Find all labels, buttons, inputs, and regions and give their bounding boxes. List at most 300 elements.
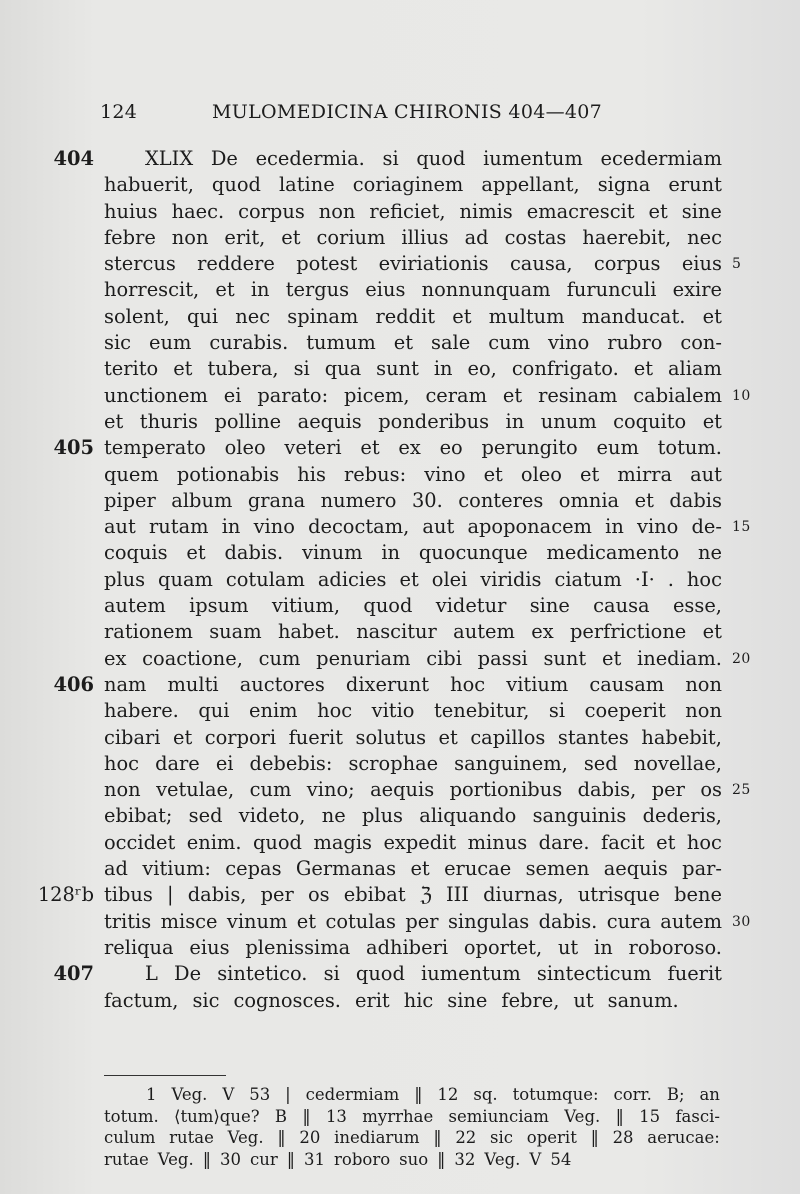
- line-word: nec: [687, 225, 722, 249]
- line-word: con-: [680, 331, 722, 355]
- line-word: nam: [104, 672, 147, 696]
- footnote-word: ⟨tum⟩que?: [174, 1106, 260, 1126]
- footnotes: [104, 1084, 720, 1170]
- text-line: [0, 146, 800, 172]
- footnote-word: 20: [299, 1128, 321, 1147]
- text-line: [0, 330, 800, 356]
- line-word: et: [580, 462, 600, 486]
- line-word: dabis: [669, 488, 722, 512]
- text-line: [0, 435, 800, 461]
- line-text: [104, 803, 722, 829]
- line-text: [104, 356, 722, 382]
- line-word: ei: [223, 383, 242, 407]
- line-word: coriaginem: [352, 173, 464, 197]
- line-word: hoc: [104, 751, 140, 775]
- line-word: iumentum: [483, 147, 583, 170]
- line-word: aliquando: [419, 804, 517, 828]
- line-word: horrescit,: [104, 278, 200, 302]
- line-word: |: [167, 883, 174, 907]
- line-word: coeperit: [584, 699, 666, 723]
- line-word: dabis,: [187, 883, 247, 907]
- line-text: [104, 409, 722, 435]
- footnote-word: |: [285, 1085, 291, 1104]
- line-word: ceram: [425, 383, 487, 407]
- line-word: os: [700, 778, 722, 802]
- line-word: erit: [354, 988, 390, 1012]
- line-text: [145, 146, 722, 172]
- line-word: viridis: [480, 567, 542, 591]
- line-word: suam: [209, 620, 262, 644]
- line-text: [104, 225, 722, 251]
- line-word: eius: [681, 252, 722, 276]
- line-word: cura: [606, 909, 651, 933]
- line-word: autem: [660, 909, 722, 933]
- footnote-word: sq.: [473, 1085, 498, 1104]
- line-text: [104, 751, 722, 777]
- line-text: [104, 567, 722, 593]
- line-word: dabis.: [538, 909, 598, 933]
- line-word: signa: [597, 173, 651, 197]
- line-word: emacrescit: [526, 199, 635, 223]
- line-word: sale: [431, 331, 471, 355]
- line-word: passi: [477, 646, 528, 670]
- line-word: non: [104, 778, 141, 802]
- footnote-word: Veg.: [157, 1149, 194, 1169]
- footnote-word: fasci-: [675, 1106, 720, 1126]
- line-word: confrigato.: [511, 357, 619, 381]
- line-word: nec: [235, 304, 271, 328]
- line-word: solent,: [104, 304, 170, 328]
- footnote-word: ‖: [433, 1128, 442, 1147]
- text-line: [0, 488, 800, 514]
- line-word: sintecticum: [536, 962, 652, 986]
- footnote-word: corr.: [613, 1085, 652, 1104]
- line-word: L: [145, 962, 158, 986]
- line-word: potest: [296, 252, 358, 276]
- line-word: et: [393, 331, 414, 355]
- line-word: huius: [104, 199, 158, 223]
- footnote-word: ‖: [302, 1106, 311, 1126]
- line-word: 30.: [411, 488, 443, 512]
- text-line: [0, 803, 800, 829]
- line-word: spinam: [287, 304, 359, 328]
- line-word: et: [648, 199, 668, 223]
- line-word: quem: [104, 462, 159, 486]
- line-word: causam: [589, 672, 665, 696]
- footnote-word: culum: [104, 1128, 156, 1147]
- line-word: aut: [422, 515, 455, 539]
- line-word: in: [433, 357, 453, 381]
- line-word: et: [438, 725, 458, 749]
- line-word: illius: [401, 225, 449, 249]
- line-text: [104, 172, 722, 198]
- footnote-word: rutae: [104, 1149, 149, 1169]
- line-word: grana: [247, 488, 306, 512]
- line-word: bene: [674, 883, 722, 907]
- text-line: [0, 172, 800, 198]
- line-word: potionabis: [176, 462, 280, 486]
- footnote-word: suo: [399, 1149, 429, 1169]
- line-word: cabialem: [633, 383, 722, 407]
- line-word: ad: [464, 225, 489, 249]
- line-word: eum: [149, 331, 192, 355]
- text-line: [0, 988, 800, 1014]
- line-word: et: [702, 304, 722, 328]
- line-word: dare.: [538, 830, 590, 854]
- line-word: et: [633, 357, 653, 381]
- line-word: sunt: [376, 357, 419, 381]
- line-word: non: [171, 225, 209, 249]
- line-word: dare: [155, 751, 200, 775]
- line-word: cibari: [104, 725, 161, 749]
- line-word: facit: [601, 830, 645, 854]
- line-text: [104, 462, 722, 488]
- line-word: scrophae: [348, 751, 439, 775]
- line-word: oleo: [520, 462, 562, 486]
- line-word: si: [323, 962, 340, 986]
- text-line: [0, 199, 800, 225]
- line-word: ad: [104, 857, 128, 881]
- footnote-word: cedermiam: [305, 1085, 400, 1104]
- line-word: et: [656, 830, 676, 854]
- line-text: [104, 540, 722, 566]
- line-word: qui: [186, 304, 219, 328]
- line-word: coquis: [104, 541, 168, 565]
- footnote-word: 22: [455, 1128, 477, 1147]
- text-line: [0, 882, 800, 908]
- line-word: diurnas,: [483, 883, 564, 907]
- line-word: costas: [504, 225, 567, 249]
- line-word: ·I·: [634, 567, 655, 591]
- line-word: plus: [104, 567, 146, 591]
- line-word: eo: [439, 436, 463, 460]
- line-word: qui: [198, 699, 230, 723]
- line-word: rationem: [104, 620, 193, 644]
- line-text: [104, 777, 722, 803]
- line-word: vitium:: [142, 857, 211, 881]
- paragraph-number: 404: [53, 147, 94, 170]
- running-title: MULOMEDICINA CHIRONIS 404—407: [212, 101, 603, 123]
- line-word: III: [445, 883, 469, 907]
- text-line: [0, 830, 800, 856]
- line-word: furunculi: [566, 278, 657, 302]
- line-word: reddit: [375, 304, 436, 328]
- line-word: singulas: [447, 909, 530, 933]
- line-word: si: [548, 699, 566, 723]
- line-word: ecedermiam: [600, 147, 722, 170]
- line-word: manducat.: [581, 304, 686, 328]
- line-word: et: [410, 857, 430, 881]
- line-word: curabis.: [209, 331, 289, 355]
- line-text: [104, 383, 722, 409]
- line-word: adhiberi: [366, 935, 449, 959]
- line-word: eviriationis: [378, 252, 489, 276]
- footnote-word: inediarum: [334, 1128, 420, 1147]
- line-number: 25: [732, 782, 751, 799]
- line-word: cum: [249, 778, 292, 802]
- footnote-word: 28: [612, 1128, 634, 1147]
- footnote-word: 1: [146, 1085, 157, 1104]
- line-word: sanguinis: [532, 804, 627, 828]
- footnote-word: B;: [666, 1085, 685, 1104]
- line-word: stercus: [104, 252, 176, 276]
- line-word: autem: [104, 594, 166, 618]
- line-word: ciatum: [554, 567, 622, 591]
- line-text: [104, 304, 722, 330]
- footnote-line: [104, 1106, 720, 1128]
- line-word: in: [250, 278, 270, 302]
- line-word: his: [297, 462, 326, 486]
- line-word: decoctam,: [308, 515, 410, 539]
- text-line: [0, 409, 800, 435]
- text-line: [0, 462, 800, 488]
- line-word: multi: [167, 672, 219, 696]
- footnote-word: ‖: [202, 1149, 211, 1169]
- line-word: .: [667, 567, 674, 591]
- line-number: 20: [732, 650, 751, 667]
- line-word: et: [702, 620, 722, 644]
- line-word: causa: [593, 594, 650, 618]
- line-word: videto,: [238, 804, 306, 828]
- line-word: in: [594, 935, 613, 959]
- line-text: [104, 725, 722, 751]
- line-word: ebibat;: [104, 804, 173, 828]
- line-word: terito: [104, 357, 159, 381]
- text-line: [0, 751, 800, 777]
- line-word: vitio: [371, 699, 415, 723]
- line-word: eius: [189, 935, 230, 959]
- line-word: et: [601, 646, 622, 670]
- line-word: vino: [424, 462, 466, 486]
- line-word: factum,: [104, 988, 179, 1012]
- line-word: oportet,: [463, 935, 543, 959]
- line-text: [104, 830, 722, 856]
- footnote-word: semiunciam: [448, 1106, 549, 1126]
- line-word: rutam: [149, 515, 209, 539]
- text-line: [0, 356, 800, 382]
- line-text: [104, 646, 722, 672]
- line-word: novellae,: [633, 751, 722, 775]
- line-word: causa,: [509, 252, 573, 276]
- line-word: habebit,: [641, 725, 722, 749]
- footnote-word: 12: [437, 1085, 459, 1104]
- footnote-word: myrrhae: [362, 1106, 434, 1126]
- line-word: hoc: [317, 699, 353, 723]
- line-text: [104, 330, 722, 356]
- line-word: febre: [104, 225, 156, 249]
- line-word: conteres: [458, 488, 544, 512]
- line-word: omnia: [558, 488, 620, 512]
- line-word: et: [173, 725, 193, 749]
- line-word: corpus: [238, 199, 305, 223]
- line-word: habet.: [277, 620, 340, 644]
- line-word: hoc: [686, 830, 722, 854]
- line-word: magis: [313, 830, 372, 854]
- line-word: ecedermia.: [255, 147, 365, 170]
- line-word: sintetico.: [217, 962, 308, 986]
- text-line: [0, 514, 800, 540]
- line-word: dederis,: [642, 804, 722, 828]
- line-word: erit,: [224, 225, 266, 249]
- line-word: inediam.: [637, 646, 722, 670]
- line-word: occidet: [104, 830, 176, 854]
- line-word: sine: [529, 594, 570, 618]
- line-word: in: [505, 409, 525, 433]
- line-word: multum: [488, 304, 565, 328]
- footnote-word: totum.: [104, 1106, 159, 1126]
- footnote-line: [104, 1127, 720, 1149]
- line-word: sanum.: [607, 988, 679, 1012]
- line-word: coquito: [613, 409, 687, 433]
- line-word: hic: [403, 988, 434, 1012]
- line-word: non: [685, 699, 722, 723]
- footnote-rule: [104, 1075, 226, 1076]
- footnote-word: ‖: [286, 1149, 295, 1169]
- line-word: adicies: [317, 567, 387, 591]
- text-line: [0, 646, 800, 672]
- line-word: ut: [573, 988, 594, 1012]
- line-word: quod: [416, 147, 466, 170]
- line-word: quod: [355, 962, 405, 986]
- paragraph-number: 407: [53, 962, 94, 986]
- line-word: quam: [158, 567, 213, 591]
- line-word: totum.: [657, 436, 722, 460]
- text-line: [0, 225, 800, 251]
- line-word: eius: [365, 278, 406, 302]
- line-text: [104, 882, 722, 908]
- line-word: minus: [467, 830, 528, 854]
- text-line: [0, 698, 800, 724]
- line-word: Germanas: [295, 857, 397, 881]
- footnote-word: ‖: [414, 1085, 423, 1104]
- line-text: [104, 199, 722, 225]
- line-word: et: [452, 304, 472, 328]
- footnote-word: 53: [249, 1085, 271, 1104]
- footnote-word: aerucae:: [647, 1128, 720, 1147]
- paragraph-number: 406: [53, 672, 94, 696]
- line-word: eum: [596, 436, 639, 460]
- line-word: thuris: [139, 409, 198, 433]
- footnote-word: 54: [550, 1149, 572, 1169]
- paragraph-number: 405: [53, 436, 94, 460]
- line-word: hoc: [686, 567, 722, 591]
- line-word: parato:: [257, 383, 329, 407]
- line-word: unum: [540, 409, 597, 433]
- line-word: per: [651, 778, 685, 802]
- footnote-word: 32: [454, 1149, 476, 1169]
- footnote-word: V: [529, 1149, 542, 1169]
- line-word: quocunque: [418, 541, 528, 565]
- line-word: cum: [488, 331, 530, 355]
- footnote-word: Veg.: [484, 1149, 521, 1169]
- line-word: numero: [320, 488, 397, 512]
- line-word: semen: [525, 857, 590, 881]
- footnote-word: rutae: [169, 1128, 214, 1147]
- footnote-line: [104, 1149, 720, 1171]
- line-word: de-: [691, 515, 722, 539]
- line-word: portionibus: [449, 778, 563, 802]
- line-word: vino: [547, 331, 590, 355]
- line-word: habuerit,: [104, 173, 194, 197]
- line-word: De: [174, 962, 202, 986]
- line-word: erunt: [668, 173, 722, 197]
- line-word: et: [186, 541, 206, 565]
- line-word: nonnunquam: [421, 278, 551, 302]
- line-word: vinum: [302, 541, 363, 565]
- line-word: haec.: [171, 199, 225, 223]
- line-word: cotulam: [225, 567, 305, 591]
- line-word: tubera,: [207, 357, 279, 381]
- text-line: [0, 304, 800, 330]
- line-word: et: [215, 278, 235, 302]
- footnote-word: cur: [249, 1149, 278, 1169]
- line-word: vino: [253, 515, 295, 539]
- line-word: unctionem: [104, 383, 208, 407]
- line-text: [104, 909, 722, 935]
- line-word: oleo: [224, 436, 266, 460]
- line-word: ebibat: [343, 883, 406, 907]
- text-line: [0, 567, 800, 593]
- line-text: [104, 488, 722, 514]
- line-word: fuerit: [667, 962, 722, 986]
- line-word: aequis: [603, 857, 668, 881]
- line-word: enim.: [186, 830, 242, 854]
- line-text: [145, 961, 722, 987]
- line-word: olei: [431, 567, 468, 591]
- line-word: mirra: [617, 462, 673, 486]
- line-word: fuerit: [288, 725, 344, 749]
- line-word: enim: [249, 699, 298, 723]
- line-word: aliam: [667, 357, 722, 381]
- line-text: [104, 619, 722, 645]
- line-word: esse,: [672, 594, 722, 618]
- line-word: polline: [214, 409, 282, 433]
- line-text: [104, 935, 722, 961]
- line-word: cibi: [426, 646, 462, 670]
- line-word: corpus: [593, 252, 661, 276]
- footnote-word: 15: [639, 1106, 661, 1126]
- line-word: et: [399, 567, 419, 591]
- line-word: et: [483, 462, 503, 486]
- line-word: haerebit,: [582, 225, 672, 249]
- line-word: si: [382, 147, 399, 170]
- line-word: vitium,: [271, 594, 341, 618]
- line-word: et: [281, 225, 301, 249]
- text-line: [0, 540, 800, 566]
- line-word: cognosces.: [233, 988, 341, 1012]
- line-word: plenissima: [245, 935, 351, 959]
- line-word: quod: [252, 830, 302, 854]
- line-word: medicamento: [546, 541, 680, 565]
- line-word: aut: [690, 462, 722, 486]
- line-text: [104, 514, 722, 540]
- line-word: par-: [682, 857, 722, 881]
- line-word: non: [685, 672, 722, 696]
- line-word: ne: [321, 804, 346, 828]
- line-word: autem: [453, 620, 515, 644]
- line-word: et: [173, 357, 193, 381]
- line-word: latine: [278, 173, 335, 197]
- line-word: vetulae,: [156, 778, 235, 802]
- line-word: utrisque: [577, 883, 660, 907]
- footnote-word: 31: [304, 1149, 325, 1169]
- line-word: quod: [211, 173, 261, 197]
- line-word: corpori: [204, 725, 277, 749]
- line-word: aut: [104, 515, 136, 539]
- line-word: et: [502, 383, 523, 407]
- footnote-word: B: [274, 1106, 288, 1126]
- text-line: [0, 672, 800, 698]
